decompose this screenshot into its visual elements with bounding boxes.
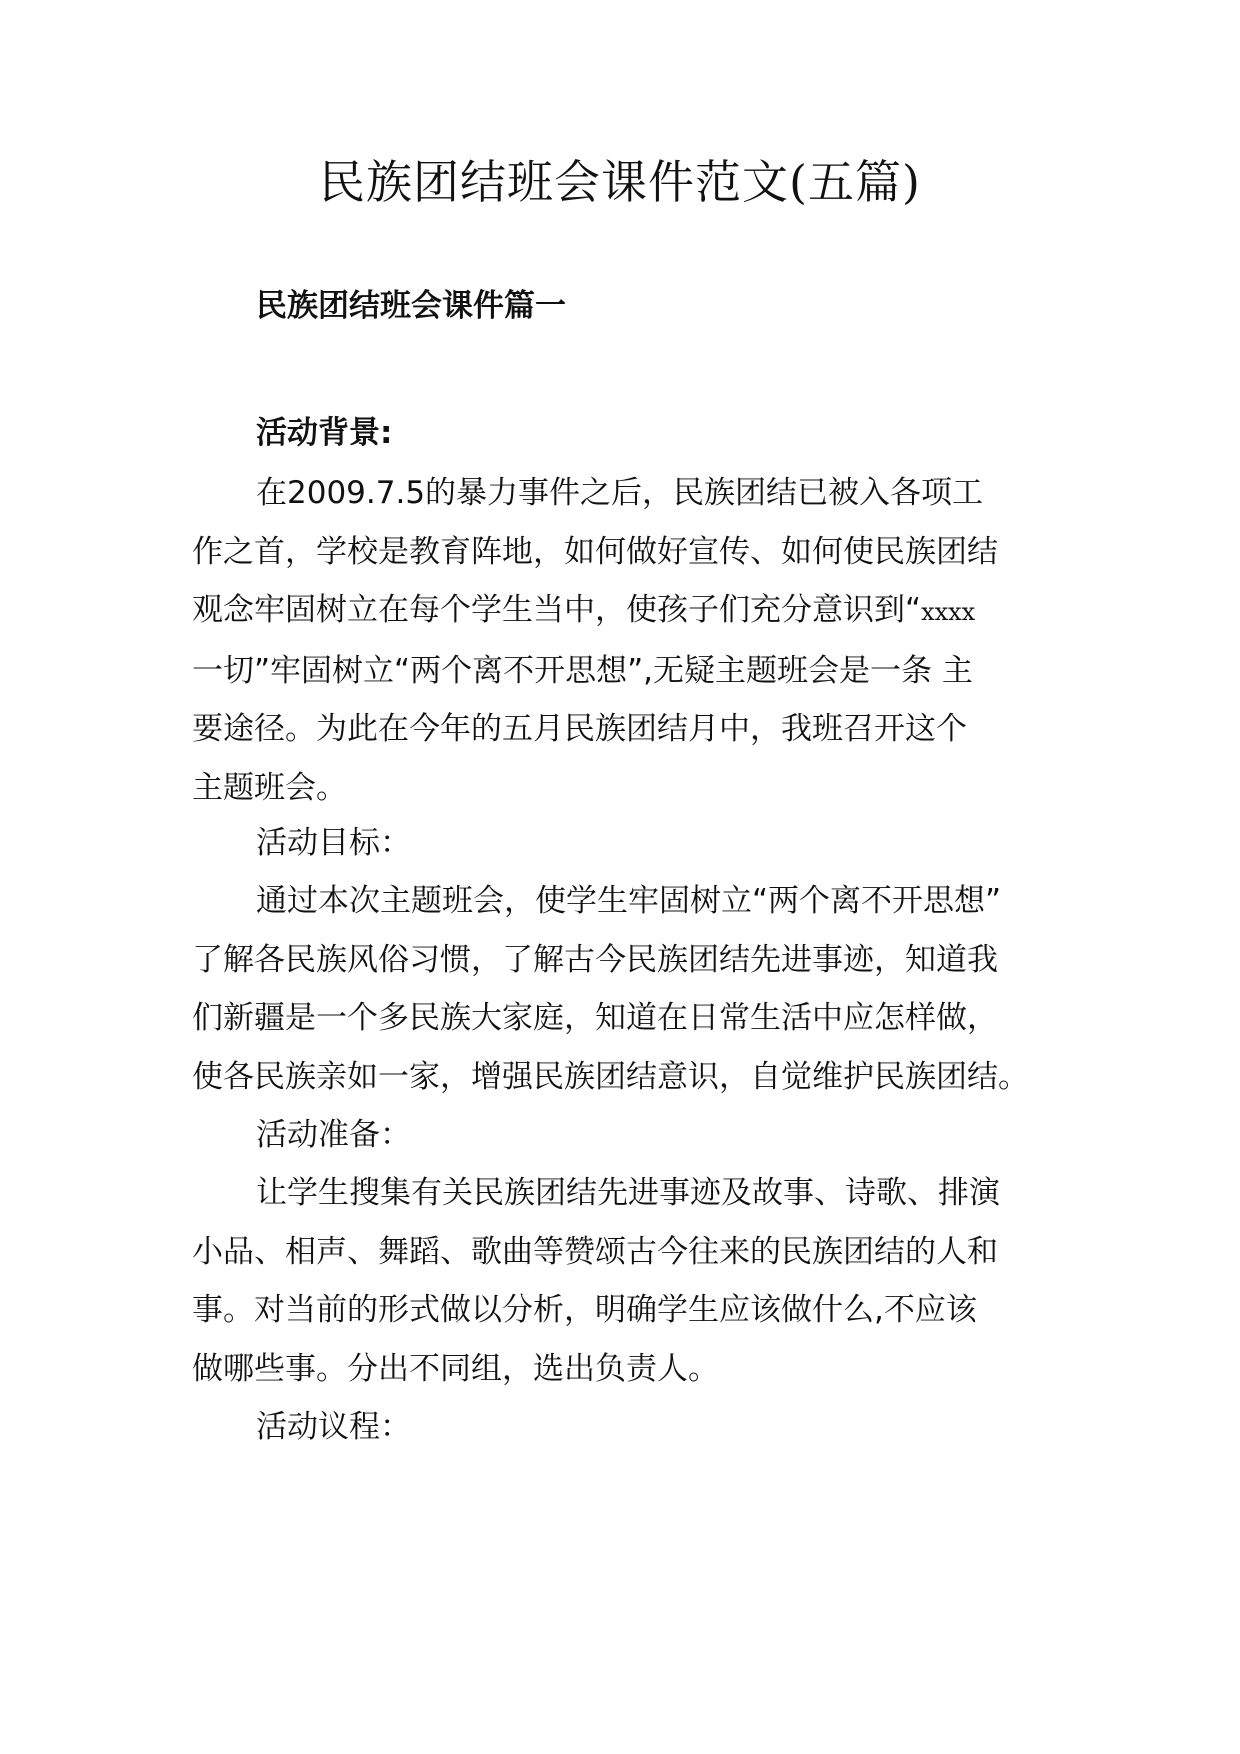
paragraph-line: 事。对当前的形式做以分析，明确学生应该做什么,不应该 [192,1292,977,1328]
prep-label: 活动准备： [256,1117,411,1153]
background-label: 活动背景: [256,415,393,451]
paragraph-line: 作之首，学校是教育阵地，如何做好宣传、如何使民族团结 [192,533,998,570]
prep-paragraph [192,1164,1072,1398]
paragraph-line: 做哪些事。分出不同组，选出负责人。 [192,1350,719,1387]
paragraph-line: 观念牢固树立在每个学生当中，使孩子们充分意识到“xxxx [192,592,976,628]
document-title: 民族团结班会课件范文(五篇) [319,155,921,209]
paragraph-line: 让学生搜集有关民族团结先进事迹及故事、诗歌、排演 [256,1175,1000,1211]
paragraph-line: 在2009.7.5的暴力事件之后，民族团结已被入各项工 [256,475,984,511]
goal-label: 活动目标： [256,825,411,861]
section-heading: 民族团结班会课件篇一 [256,288,566,324]
paragraph-line: 使各民族亲如一家，增强民族团结意识，自觉维护民族团结。 [192,1058,1029,1095]
paragraph-line: 小品、相声、舞蹈、歌曲等赞颂古今往来的民族团结的人和 [192,1233,998,1270]
background-paragraph [192,464,1072,817]
paragraph-line: 一切”牢固树立“两个离不开思想”,无疑主题班会是一条 主 [192,652,973,689]
paragraph-line: 们新疆是一个多民族大家庭，知道在日常生活中应怎样做， [192,1000,998,1036]
paragraph-line: 要途径。为此在今年的五月民族团结月中，我班召开这个 [192,711,967,747]
placeholder-text: xxxx [921,598,976,626]
agenda-label: 活动议程： [256,1409,411,1445]
paragraph-line: 主题班会。 [192,769,347,806]
goal-paragraph [192,872,1072,1106]
paragraph-line: 了解各民族风俗习惯，了解古今民族团结先进事迹，知道我 [192,941,998,978]
paragraph-line: 通过本次主题班会，使学生牢固树立“两个离不开思想” [256,883,1002,919]
